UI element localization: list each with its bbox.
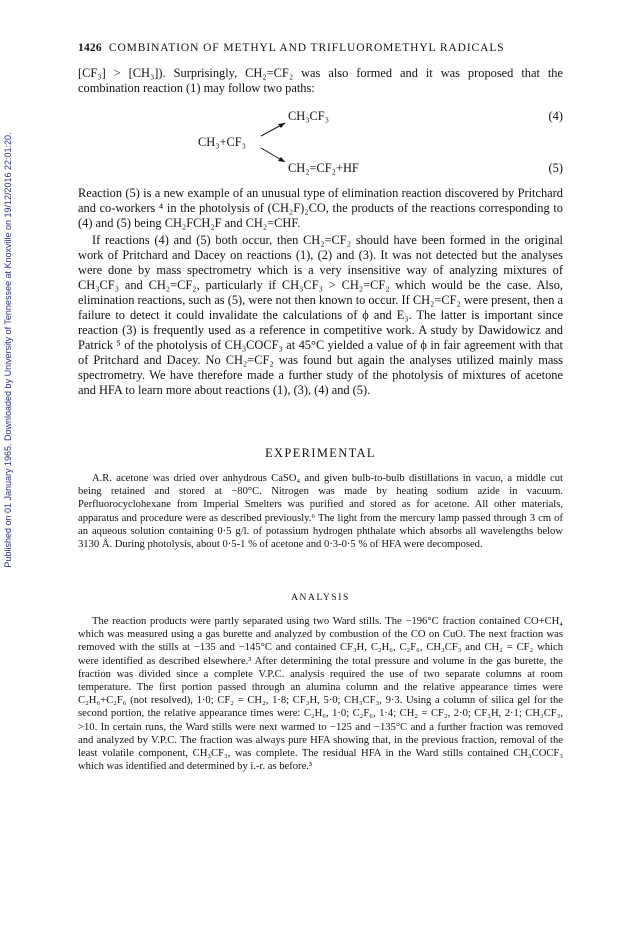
equation-number-4: (4) [548, 109, 563, 123]
page-number: 1426 [78, 42, 102, 54]
analysis-paragraph: The reaction products were partly separated using two Ward stills. The −196°C fraction contained CO+CH₄ which was measured using a gas burette and analyzed by combustion of the CO on CuO. The next fraction was removed with the stills at −135 and −145°C and contained CF₃H, C₂H₆, C₂F₆, CH₃CF₃ and CH₂ = CF₂ which were identified as described elsewhere.³ After determining the total pressure and volume in the gas burette, the fraction was divided since a complete V.P.C. analysis required the use of two separate columns at room temperature. The first portion passed through an alumina column and the relative appearance times were C₂H₆+C₂F₆ (not resolved), 1·0; CF₂ = CH₂, 1·8; CF₃H, 5·0; CH₃CF₃, 9·3. Using a column of silica gel for the second portion, the relative appearance times were: C₂H₆, 1·0; C₂F₆, 1·4; CH₂ = CF₂, 2·0; CF₃H, 2·1; CH₃CF₃, >10. In certain runs, the Ward stills were next warmed to −125 and −135°C and a further fraction was removed and analyzed by V.P.C. The fraction was always pure HFA showing that, in the previous fraction, removal of the least volatile component, CH₃CF₃, was complete. The residual HFA in the Ward stills contained CH₃COCF₃ which was identified and determined by i.-r. as before.³ [78, 616, 563, 773]
arrow-lower-head [278, 157, 285, 162]
reactants: CH₃+CF₃ [198, 135, 246, 149]
running-title: COMBINATION OF METHYL AND TRIFLUOROMETHYL RADICALS [108, 42, 505, 54]
product-lower: CH₂=CF₂+HF [288, 161, 359, 175]
analysis-heading: ANALYSIS [291, 593, 350, 603]
reaction-scheme [78, 106, 563, 186]
product-upper: CH₃CF₃ [288, 109, 330, 123]
arrow-upper-head [278, 123, 285, 128]
download-watermark [2, 90, 14, 610]
intro-paragraph: [CF₃] > [CH₃]). Surprisingly, CH₂=CF₂ was also formed and it was proposed that the combination reaction (1) may follow two paths: [78, 66, 563, 95]
download-watermark-text: Published on 01 January 1965. Downloaded by University of Tennessee at Knoxville on 19/12/2016 22:01:20. [3, 132, 13, 568]
equation-number-5: (5) [548, 161, 563, 175]
body-paragraph-1: Reaction (5) is a new example of an unusual type of elimination reaction discovered by Pritchard and co-workers ⁴ in the photolysis of (CH₂F)₂CO, the products of the reactions corresponding to (4) and (5) being CH₂FCH₂F and CH₂=CHF. [78, 186, 563, 230]
experimental-heading: EXPERIMENTAL [265, 446, 376, 460]
running-header [78, 42, 563, 54]
experimental-paragraph: A.R. acetone was dried over anhydrous CaSO₄ and given bulb-to-bulb distillations in vacuo, a middle cut being retained and stored at −80°C. Nitrogen was made by heating sodium azide in vacuum. Perfluorocyclohexane from Imperial Smelters was purified and stored as for acetone. All other materials, apparatus and procedure were as described previously.⁶ The light from the mercury lamp passed through 3 cm of an aqueous solution containing 0·5 g/l. of potassium hydrogen phthalate which absorbs all wavelengths below 3130 Å. During photolysis, about 0·5-1 % of acetone and 0·3-0·5 % of HFA were decomposed. [78, 473, 563, 551]
body-paragraph-2: If reactions (4) and (5) both occur, then CH₂=CF₂ should have been formed in the original work of Pritchard and Dacey on reactions (1), (2) and (3). It was not detected but the analyses were done by mass spectrometry which is a very insensitive way of analyzing mixtures of CH₃CF₃ and CH₂=CF₂, particularly if CH₃CF₃ > CH₂=CF₂ which would be the case. Also, elimination reactions, such as (5), were not then known to occur. If CH₂=CF₂ were present, then a failure to detect it could invalidate the calculations of ϕ and E₃. The latter is important since reaction (3) is frequently used as a reference in competitive work. A study by Dawidowicz and Patrick ⁵ of the photolysis of CH₃COCF₃ at 45°C yielded a value of ϕ in fair agreement with that of Pritchard and Dacey. No CH₂=CF₂ was found but again the analyses utilized mainly mass spectrometry. We have therefore made a further study of the photolysis of mixtures of acetone and HFA to learn more about reactions (1), (3), (4) and (5). [78, 233, 563, 397]
